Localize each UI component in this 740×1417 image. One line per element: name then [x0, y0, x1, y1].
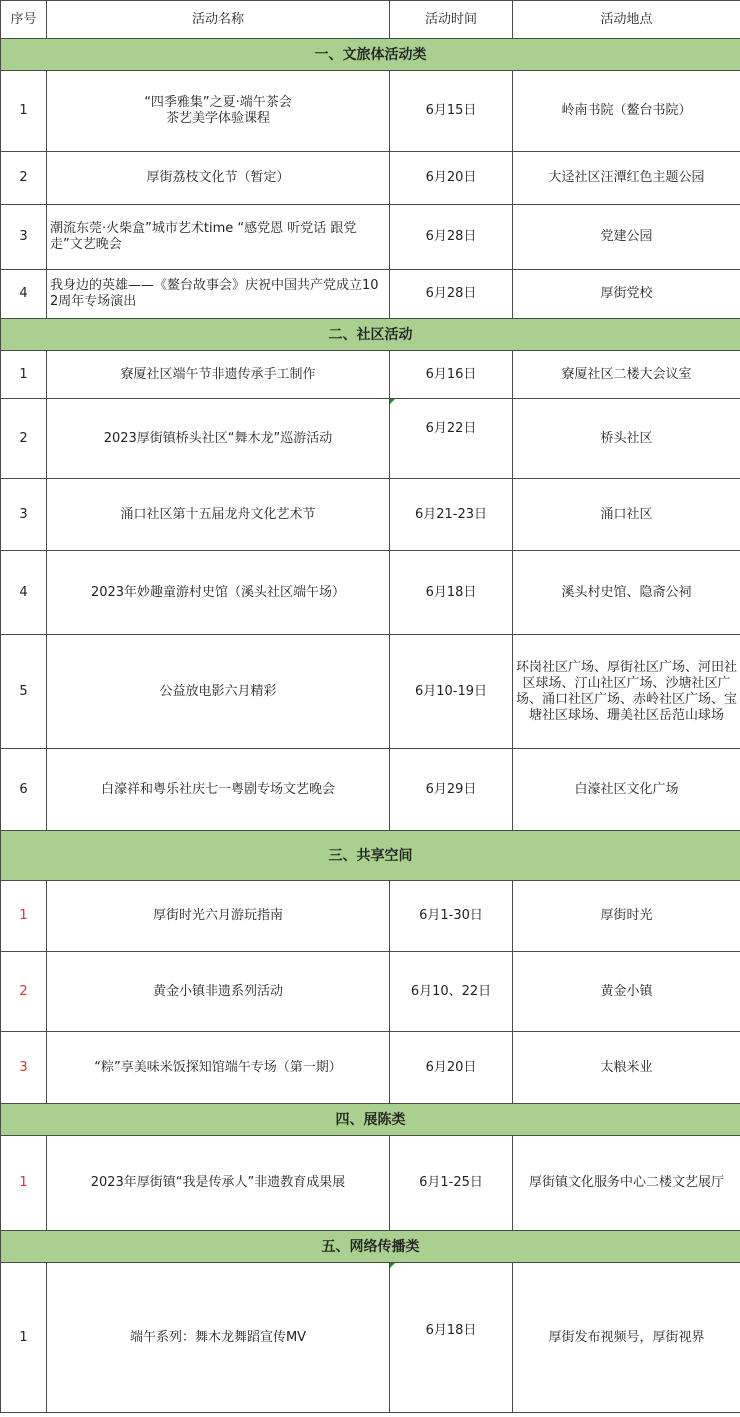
table-row — [1, 71, 740, 152]
row-name: 2023年妙趣童游村史馆（溪头社区端午场） — [47, 551, 390, 635]
row-time: 6月18日 — [390, 551, 513, 635]
row-no: 1 — [1, 71, 47, 152]
row-no: 4 — [1, 551, 47, 635]
row-place: 厚街镇文化服务中心二楼文艺展厅 — [513, 1136, 740, 1231]
section-title: 二、社区活动 — [1, 319, 740, 351]
section-row — [1, 319, 740, 351]
row-place: 白濠社区文化广场 — [513, 749, 740, 831]
row-time: 6月21-23日 — [390, 479, 513, 551]
row-name: 2023年厚街镇“我是传承人”非遗教育成果展 — [47, 1136, 390, 1231]
row-no: 4 — [1, 270, 47, 319]
row-name: 潮流东莞·火柴盒”城市艺术time “感党恩 听党话 跟党走”文艺晚会 — [47, 205, 390, 270]
row-time: 6月1-30日 — [390, 881, 513, 952]
row-name: 黄金小镇非遗系列活动 — [47, 952, 390, 1032]
table-row — [1, 881, 740, 952]
table-row — [1, 270, 740, 319]
row-time: 6月18日 — [390, 1263, 513, 1413]
row-name: 端午系列：舞木龙舞蹈宣传MV — [47, 1263, 390, 1413]
row-place: 厚街发布视频号，厚街视界 — [513, 1263, 740, 1413]
table-row — [1, 1136, 740, 1231]
row-time: 6月16日 — [390, 351, 513, 399]
row-time: 6月28日 — [390, 270, 513, 319]
row-name: 我身边的英雄——《鳌台故事会》庆祝中国共产党成立102周年专场演出 — [47, 270, 390, 319]
table-row — [1, 152, 740, 205]
row-name-line: “四季雅集”之夏·端午茶会 — [144, 95, 292, 110]
row-time: 6月15日 — [390, 71, 513, 152]
header-row — [1, 1, 740, 39]
row-place: 寮厦社区二楼大会议室 — [513, 351, 740, 399]
section-row — [1, 831, 740, 881]
table-row — [1, 205, 740, 270]
row-name: 白濠祥和粤乐社庆七一粤剧专场文艺晚会 — [47, 749, 390, 831]
row-name — [47, 71, 390, 152]
table-row — [1, 749, 740, 831]
row-no: 2 — [1, 952, 47, 1032]
table-row — [1, 551, 740, 635]
section-row — [1, 39, 740, 71]
section-title: 一、文旅体活动类 — [1, 39, 740, 71]
row-name: 厚街荔枝文化节（暂定） — [47, 152, 390, 205]
section-title: 四、展陈类 — [1, 1104, 740, 1136]
row-place: 厚街时光 — [513, 881, 740, 952]
row-no: 5 — [1, 635, 47, 749]
row-no: 2 — [1, 399, 47, 479]
row-no: 3 — [1, 479, 47, 551]
row-no: 1 — [1, 1136, 47, 1231]
row-name: 公益放电影六月精彩 — [47, 635, 390, 749]
row-no: 1 — [1, 351, 47, 399]
row-place: 桥头社区 — [513, 399, 740, 479]
table-row — [1, 1032, 740, 1104]
header-name: 活动名称 — [47, 1, 390, 39]
header-no: 序号 — [1, 1, 47, 39]
row-place: 太粮米业 — [513, 1032, 740, 1104]
row-time: 6月10-19日 — [390, 635, 513, 749]
table-row — [1, 351, 740, 399]
row-name: 厚街时光六月游玩指南 — [47, 881, 390, 952]
row-name: 2023厚街镇桥头社区“舞木龙”巡游活动 — [47, 399, 390, 479]
row-place: 岭南书院（鳌台书院） — [513, 71, 740, 152]
row-time: 6月22日 — [390, 399, 513, 479]
row-name-line: 茶艺美学体验课程 — [165, 111, 270, 126]
section-title: 三、共享空间 — [1, 831, 740, 881]
row-time: 6月20日 — [390, 1032, 513, 1104]
row-place: 大迳社区汪潭红色主题公园 — [513, 152, 740, 205]
section-row — [1, 1231, 740, 1263]
row-time: 6月29日 — [390, 749, 513, 831]
row-no: 2 — [1, 152, 47, 205]
row-place: 厚街党校 — [513, 270, 740, 319]
row-time: 6月1-25日 — [390, 1136, 513, 1231]
table-row — [1, 1263, 740, 1413]
table-row — [1, 952, 740, 1032]
table-row — [1, 479, 740, 551]
row-place: 环岗社区广场、厚街社区广场、河田社区球场、汀山社区广场、沙塘社区广场、涌口社区广场、赤岭社区广场、宝塘社区球场、珊美社区岳范山球场 — [513, 635, 740, 749]
row-time: 6月10、22日 — [390, 952, 513, 1032]
row-no: 1 — [1, 1263, 47, 1413]
table-row — [1, 399, 740, 479]
header-time: 活动时间 — [390, 1, 513, 39]
row-no: 6 — [1, 749, 47, 831]
row-time: 6月28日 — [390, 205, 513, 270]
row-place: 党建公园 — [513, 205, 740, 270]
section-row — [1, 1104, 740, 1136]
row-name: “粽”享美味米饭探知馆端午专场（第一期） — [47, 1032, 390, 1104]
row-time: 6月20日 — [390, 152, 513, 205]
row-name: 涌口社区第十五届龙舟文化艺术节 — [47, 479, 390, 551]
header-place: 活动地点 — [513, 1, 740, 39]
row-no: 3 — [1, 1032, 47, 1104]
row-place: 黄金小镇 — [513, 952, 740, 1032]
section-title: 五、网络传播类 — [1, 1231, 740, 1263]
row-place: 溪头村史馆、隐斋公祠 — [513, 551, 740, 635]
row-no: 1 — [1, 881, 47, 952]
row-name: 寮厦社区端午节非遗传承手工制作 — [47, 351, 390, 399]
row-no: 3 — [1, 205, 47, 270]
table-row — [1, 635, 740, 749]
row-place: 涌口社区 — [513, 479, 740, 551]
